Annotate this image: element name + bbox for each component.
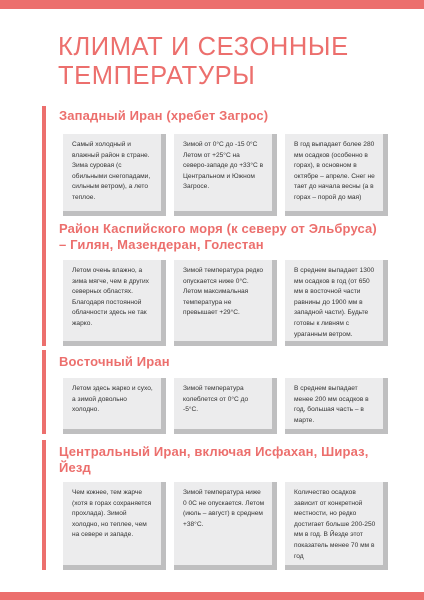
precipitation-card xyxy=(285,378,388,434)
card-text: Летом очень влажно, а зима мягче, чем в других северных областях. Благодаря постоянной облачности здесь не так жарко. xyxy=(72,267,149,327)
card-text: Чем южнее, тем жарче (хотя в горах сохраняется прохлада). Зимой холодно, но теплее, чем на севере и западе. xyxy=(72,489,152,539)
bottom-accent-bar xyxy=(0,592,424,600)
section-heading: Западный Иран (хребет Загрос) xyxy=(59,108,269,123)
precipitation-card xyxy=(285,134,388,216)
card-text: В среднем выпадает 1300 мм осадков в год (от 650 мм в восточной части равнины до 1900 мм в западной части). Будьте готовы к ливням с ураганным ветром. xyxy=(294,267,375,338)
temperature-card xyxy=(174,482,277,570)
section-caspian-region xyxy=(42,216,382,346)
temperature-card xyxy=(174,260,277,346)
card-text: Зимой температура колеблется от 0°С до -5°С. xyxy=(183,385,249,414)
climate-card xyxy=(63,134,166,216)
card-text: Зимой температура ниже 0 0С не опускается. Летом (июль – август) в среднем +38°С. xyxy=(183,489,265,528)
card-text: Зимой температура редко опускается ниже 0°С. Летом максимальная температура не превышает +29°С. xyxy=(183,267,264,317)
section-accent-bar xyxy=(42,350,46,434)
temperature-card xyxy=(174,134,277,216)
temperature-card xyxy=(174,378,277,434)
card-text: Количество осадков зависит от конкретной местности, но редко достигает больше 200-250 мм в год. В Йезде этот показатель менее 70 мм в год xyxy=(294,489,376,560)
precipitation-card xyxy=(285,482,388,570)
section-eastern-iran xyxy=(42,350,382,434)
precipitation-card xyxy=(285,260,388,346)
section-accent-bar xyxy=(42,106,46,216)
section-heading: Центральный Иран, включая Исфахан, Шираз, Йезд xyxy=(59,444,369,475)
section-central-iran xyxy=(42,440,382,570)
card-text: В среднем выпадает менее 200 мм осадков в год, большая часть – в марте. xyxy=(294,385,369,424)
section-accent-bar xyxy=(42,216,46,346)
card-text: Зимой от 0°С до -15 0°С Летом от +25°С на северо-западе до +33°С в Центральном и Южном Загросе. xyxy=(183,141,264,191)
climate-card xyxy=(63,260,166,346)
section-accent-bar xyxy=(42,440,46,570)
climate-card xyxy=(63,482,166,570)
page-title: КЛИМАТ И СЕЗОННЫЕ ТЕМПЕРАТУРЫ xyxy=(58,33,349,90)
card-text: В год выпадает более 280 мм осадков (особенно в горах), в основном в октябре – апреле. Снег не тает до начала весны (а в горах – порой до мая) xyxy=(294,141,375,201)
climate-card xyxy=(63,378,166,434)
top-accent-bar xyxy=(0,0,424,9)
section-heading: Район Каспийского моря (к северу от Эльбруса) – Гилян, Мазендеран, Голестан xyxy=(59,221,377,252)
card-text: Самый холодный и влажный район в стране. Зима суровая (с обильными снегопадами, сильным ветром), а лето теплое. xyxy=(72,141,151,201)
section-western-iran xyxy=(42,106,382,216)
card-text: Летом здесь жарко и сухо, а зимой довольно холодно. xyxy=(72,385,153,414)
section-heading: Восточный Иран xyxy=(59,354,170,369)
